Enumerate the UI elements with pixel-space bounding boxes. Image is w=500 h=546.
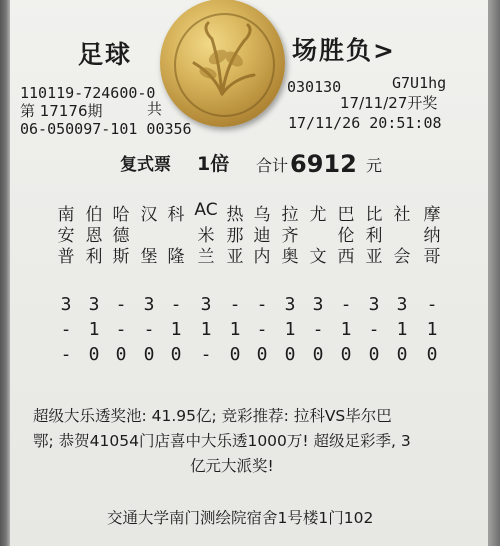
- team-char: 迪: [253, 226, 271, 246]
- pick-mark: 0: [368, 344, 380, 365]
- pick-mark: -: [426, 294, 438, 315]
- pick-mark: -: [115, 319, 127, 340]
- team-char: 文: [309, 247, 327, 267]
- team-char: 奥: [281, 247, 299, 267]
- team-char: 利: [85, 247, 103, 267]
- team-char: 纳: [423, 226, 441, 246]
- pick-mark: 1: [170, 319, 182, 340]
- pick-mark: 0: [115, 344, 127, 365]
- pick-mark: 1: [88, 319, 100, 340]
- pick-mark: 0: [284, 344, 296, 365]
- ticket-title-right: 场胜负>: [292, 36, 396, 65]
- team-char: 热: [226, 205, 244, 225]
- multiplier: 1倍: [197, 153, 230, 175]
- team-char: 摩: [423, 205, 441, 225]
- pick-mark: -: [340, 294, 352, 315]
- pick-mark: -: [200, 344, 212, 365]
- pick-mark: 0: [143, 344, 155, 365]
- team-char: 尤: [309, 205, 327, 225]
- pick-mark: -: [60, 344, 72, 365]
- total-amount: 6912: [290, 150, 357, 178]
- team-char: 斯: [112, 247, 130, 267]
- total-label-partial: 共: [147, 100, 163, 118]
- pick-mark: 1: [229, 319, 241, 340]
- pick-mark: -: [60, 319, 72, 340]
- pick-mark: 3: [396, 294, 408, 315]
- team-char: 那: [226, 226, 244, 246]
- pick-mark: -: [256, 294, 268, 315]
- team-char: 伦: [337, 226, 355, 246]
- pick-mark: 1: [426, 319, 438, 340]
- team-char: 齐: [281, 226, 299, 246]
- team-char: 恩: [85, 226, 103, 246]
- pick-mark: 3: [368, 294, 380, 315]
- pick-mark: 0: [229, 344, 241, 365]
- team-char: 伯: [85, 205, 103, 225]
- pick-mark: -: [229, 294, 241, 315]
- team-char: 利: [365, 226, 383, 246]
- team-char: 巴: [337, 205, 355, 225]
- pick-mark: 0: [88, 344, 100, 365]
- pick-mark: 1: [284, 319, 296, 340]
- team-char: 堡: [140, 247, 158, 267]
- pick-mark: -: [170, 294, 182, 315]
- pick-mark: -: [312, 319, 324, 340]
- draw-date: 17/11/27开奖: [340, 94, 438, 112]
- team-char: 汉: [140, 205, 158, 225]
- pick-mark: 1: [340, 319, 352, 340]
- promo-line-2: 鄂; 恭贺41054门店喜中大乐透1000万! 超级足彩季, 3: [33, 432, 411, 450]
- serial-number: 110119-724600-0: [20, 84, 156, 102]
- pick-mark: 0: [396, 344, 408, 365]
- pick-mark: -: [115, 294, 127, 315]
- pick-mark: 0: [312, 344, 324, 365]
- team-char: 拉: [281, 205, 299, 225]
- team-char: 亚: [365, 247, 383, 267]
- team-char: 科: [167, 205, 185, 225]
- team-char: 会: [393, 247, 411, 267]
- total-label: 合计: [256, 156, 289, 175]
- pick-mark: 0: [340, 344, 352, 365]
- ticket-title-left: 足球: [78, 40, 133, 69]
- team-char: 亚: [226, 247, 244, 267]
- print-time: 17/11/26 20:51:08: [288, 114, 442, 132]
- orchid-emblem-icon: [160, 0, 285, 127]
- pick-mark: -: [256, 319, 268, 340]
- bet-type: 复式票: [120, 155, 171, 175]
- pick-mark: 3: [88, 294, 100, 315]
- team-char: 社: [393, 205, 411, 225]
- pick-mark: 0: [426, 344, 438, 365]
- pick-mark: -: [368, 319, 380, 340]
- pick-mark: 3: [143, 294, 155, 315]
- pick-mark: 3: [284, 294, 296, 315]
- verification-code: G7U1hg: [392, 74, 447, 92]
- promo-line-1: 超级大乐透奖池: 41.95亿; 竞彩推荐: 拉科VS毕尔巴: [33, 407, 392, 425]
- period-number: 第 17176期: [20, 102, 103, 120]
- team-char: 普: [57, 247, 75, 267]
- pick-mark: 3: [200, 294, 212, 315]
- pick-mark: 0: [256, 344, 268, 365]
- pick-mark: 0: [170, 344, 182, 365]
- team-char: AC: [194, 200, 218, 220]
- team-char: 米: [197, 226, 215, 246]
- station-code: 06-050097-101 00356: [20, 120, 192, 138]
- coin: [160, 0, 285, 127]
- pick-mark: -: [143, 319, 155, 340]
- store-address: 交通大学南门测绘院宿舍1号楼1门102: [107, 509, 374, 527]
- team-char: 内: [253, 247, 271, 267]
- team-char: 西: [337, 247, 355, 267]
- team-char: 比: [365, 205, 383, 225]
- pick-mark: 1: [396, 319, 408, 340]
- team-char: 哥: [423, 247, 441, 267]
- promo-line-3: 亿元大派奖!: [190, 457, 274, 475]
- total-unit: 元: [366, 156, 383, 175]
- team-char: 隆: [167, 247, 185, 267]
- team-char: 安: [57, 226, 75, 246]
- pick-mark: 1: [200, 319, 212, 340]
- team-char: 乌: [253, 205, 271, 225]
- team-char: 南: [57, 205, 75, 225]
- team-char: 兰: [197, 247, 215, 267]
- terminal-code: 030130: [287, 78, 342, 96]
- pick-mark: 3: [312, 294, 324, 315]
- pick-mark: 3: [60, 294, 72, 315]
- team-char: 哈: [112, 205, 130, 225]
- team-char: 德: [112, 226, 130, 246]
